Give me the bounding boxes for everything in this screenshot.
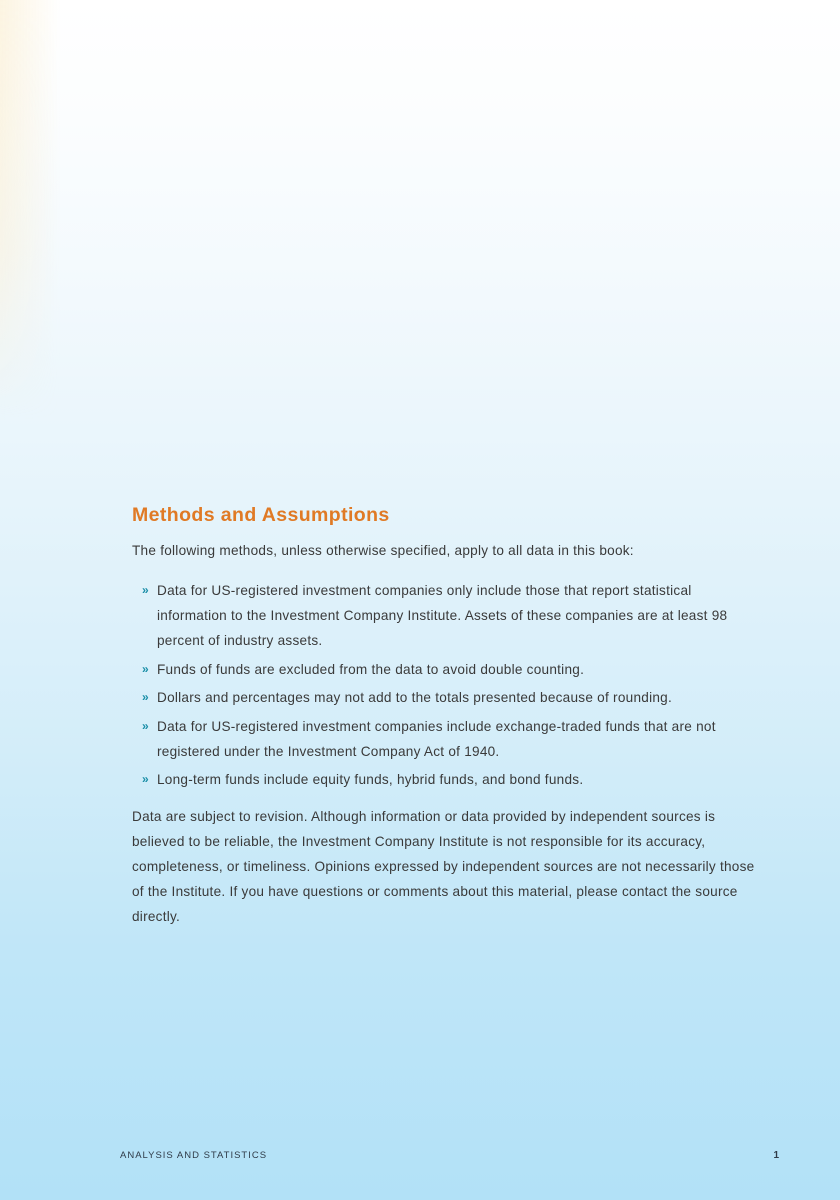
page-edge-decoration: [0, 0, 60, 420]
list-item: [132, 578, 762, 653]
bullet-list: [132, 578, 762, 792]
chevron-right-icon: »: [142, 772, 149, 786]
chevron-right-icon: »: [142, 718, 149, 733]
page-number: 1: [773, 1150, 779, 1161]
section-intro: The following methods, unless otherwise specified, apply to all data in this book:: [132, 543, 634, 558]
list-item-text: Data for US-registered investment companies only include those that report statistical information to the Investment Company Institute. Assets of these companies are at least 98 percent of industry assets.: [157, 583, 728, 648]
list-item-text: Data for US-registered investment companies include exchange-traded funds that are not registered under the Investment Company Act of 1940.: [157, 718, 716, 759]
list-item-text: Dollars and percentages may not add to the totals presented because of rounding.: [157, 690, 672, 705]
footer-section-label: ANALYSIS AND STATISTICS: [120, 1150, 268, 1161]
disclaimer-paragraph: Data are subject to revision. Although information or data provided by independent sources is believed to be reliable, the Investment Company Institute is not responsible for its accuracy, completeness, or timeliness. Opinions expressed by independent sources are not necessarily those of the Institute. If you have questions or comments about this material, please contact the source directly.: [132, 809, 755, 924]
chevron-right-icon: »: [142, 690, 149, 704]
list-item: [132, 767, 762, 792]
chevron-right-icon: »: [142, 661, 149, 676]
section-title: Methods and Assumptions: [132, 504, 390, 526]
list-item-text: Long-term funds include equity funds, hybrid funds, and bond funds.: [157, 772, 584, 787]
list-item: [132, 685, 762, 710]
list-item: [132, 714, 762, 764]
chevron-right-icon: »: [142, 583, 149, 597]
list-item-text: Funds of funds are excluded from the data to avoid double counting.: [157, 661, 585, 677]
methods-section: [132, 501, 762, 929]
list-item: [132, 657, 762, 682]
